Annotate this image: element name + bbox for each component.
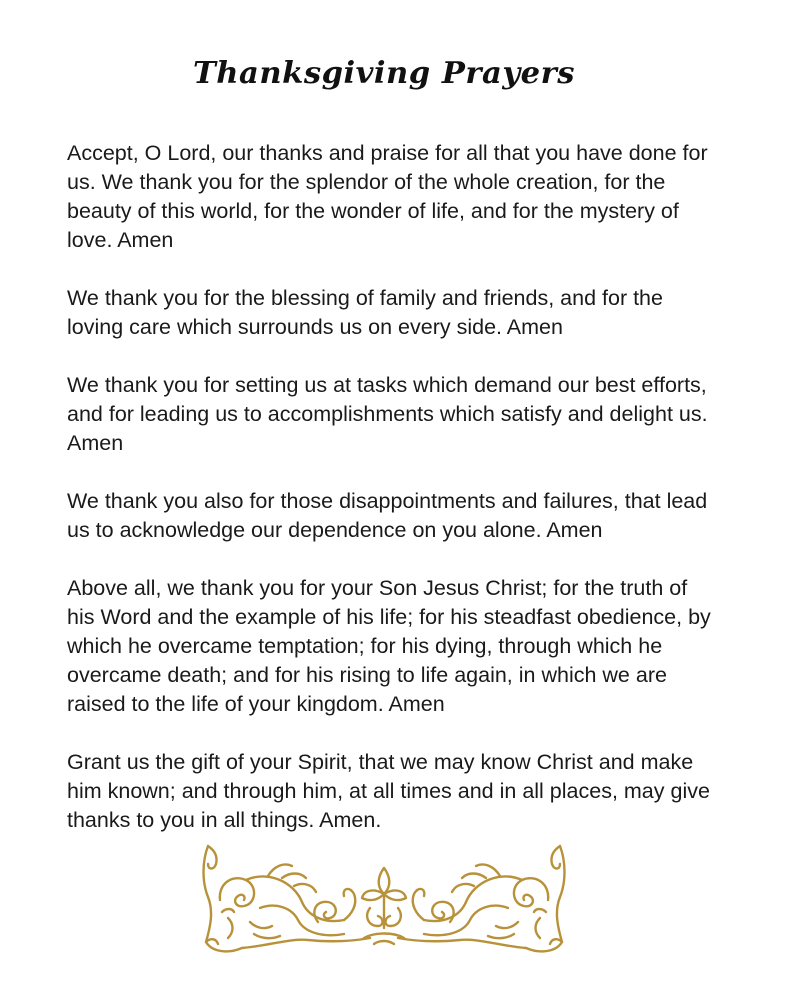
- baroque-scroll-ornament-icon: [198, 842, 570, 958]
- prayer-paragraph: Above all, we thank you for your Son Jesus Christ; for the truth of his Word and the example of his life; for his steadfast obedience, by which he overcame temptation; for his dying, through which he overcame death; and for his rising to life again, in which we are raised to the life of your kingdom. Amen: [67, 576, 711, 716]
- ornament-right-half: [398, 846, 565, 951]
- prayer-paragraph: We thank you for setting us at tasks which demand our best efforts, and for leading us to accomplishments which satisfy and delight us. Amen: [67, 373, 708, 455]
- prayer-paragraph: We thank you for the blessing of family and friends, and for the loving care which surrounds us on every side. Amen: [67, 286, 663, 339]
- prayer-list: [67, 139, 717, 864]
- prayer-paragraph: Grant us the gift of your Spirit, that we may know Christ and make him known; and through him, at all times and in all places, may give thanks to you in all things. Amen.: [67, 750, 710, 832]
- page-title: Thanksgiving Prayers: [192, 56, 575, 91]
- ornament-center-palmette: [362, 868, 406, 944]
- prayer-paragraph: We thank you also for those disappointments and failures, that lead us to acknowledge our dependence on you alone. Amen: [67, 489, 708, 542]
- prayer-paragraph: Accept, O Lord, our thanks and praise for all that you have done for us. We thank you for the splendor of the whole creation, for the beauty of this world, for the wonder of life, and for the mystery of love. Amen: [67, 141, 708, 252]
- ornament-left-half: [204, 846, 371, 951]
